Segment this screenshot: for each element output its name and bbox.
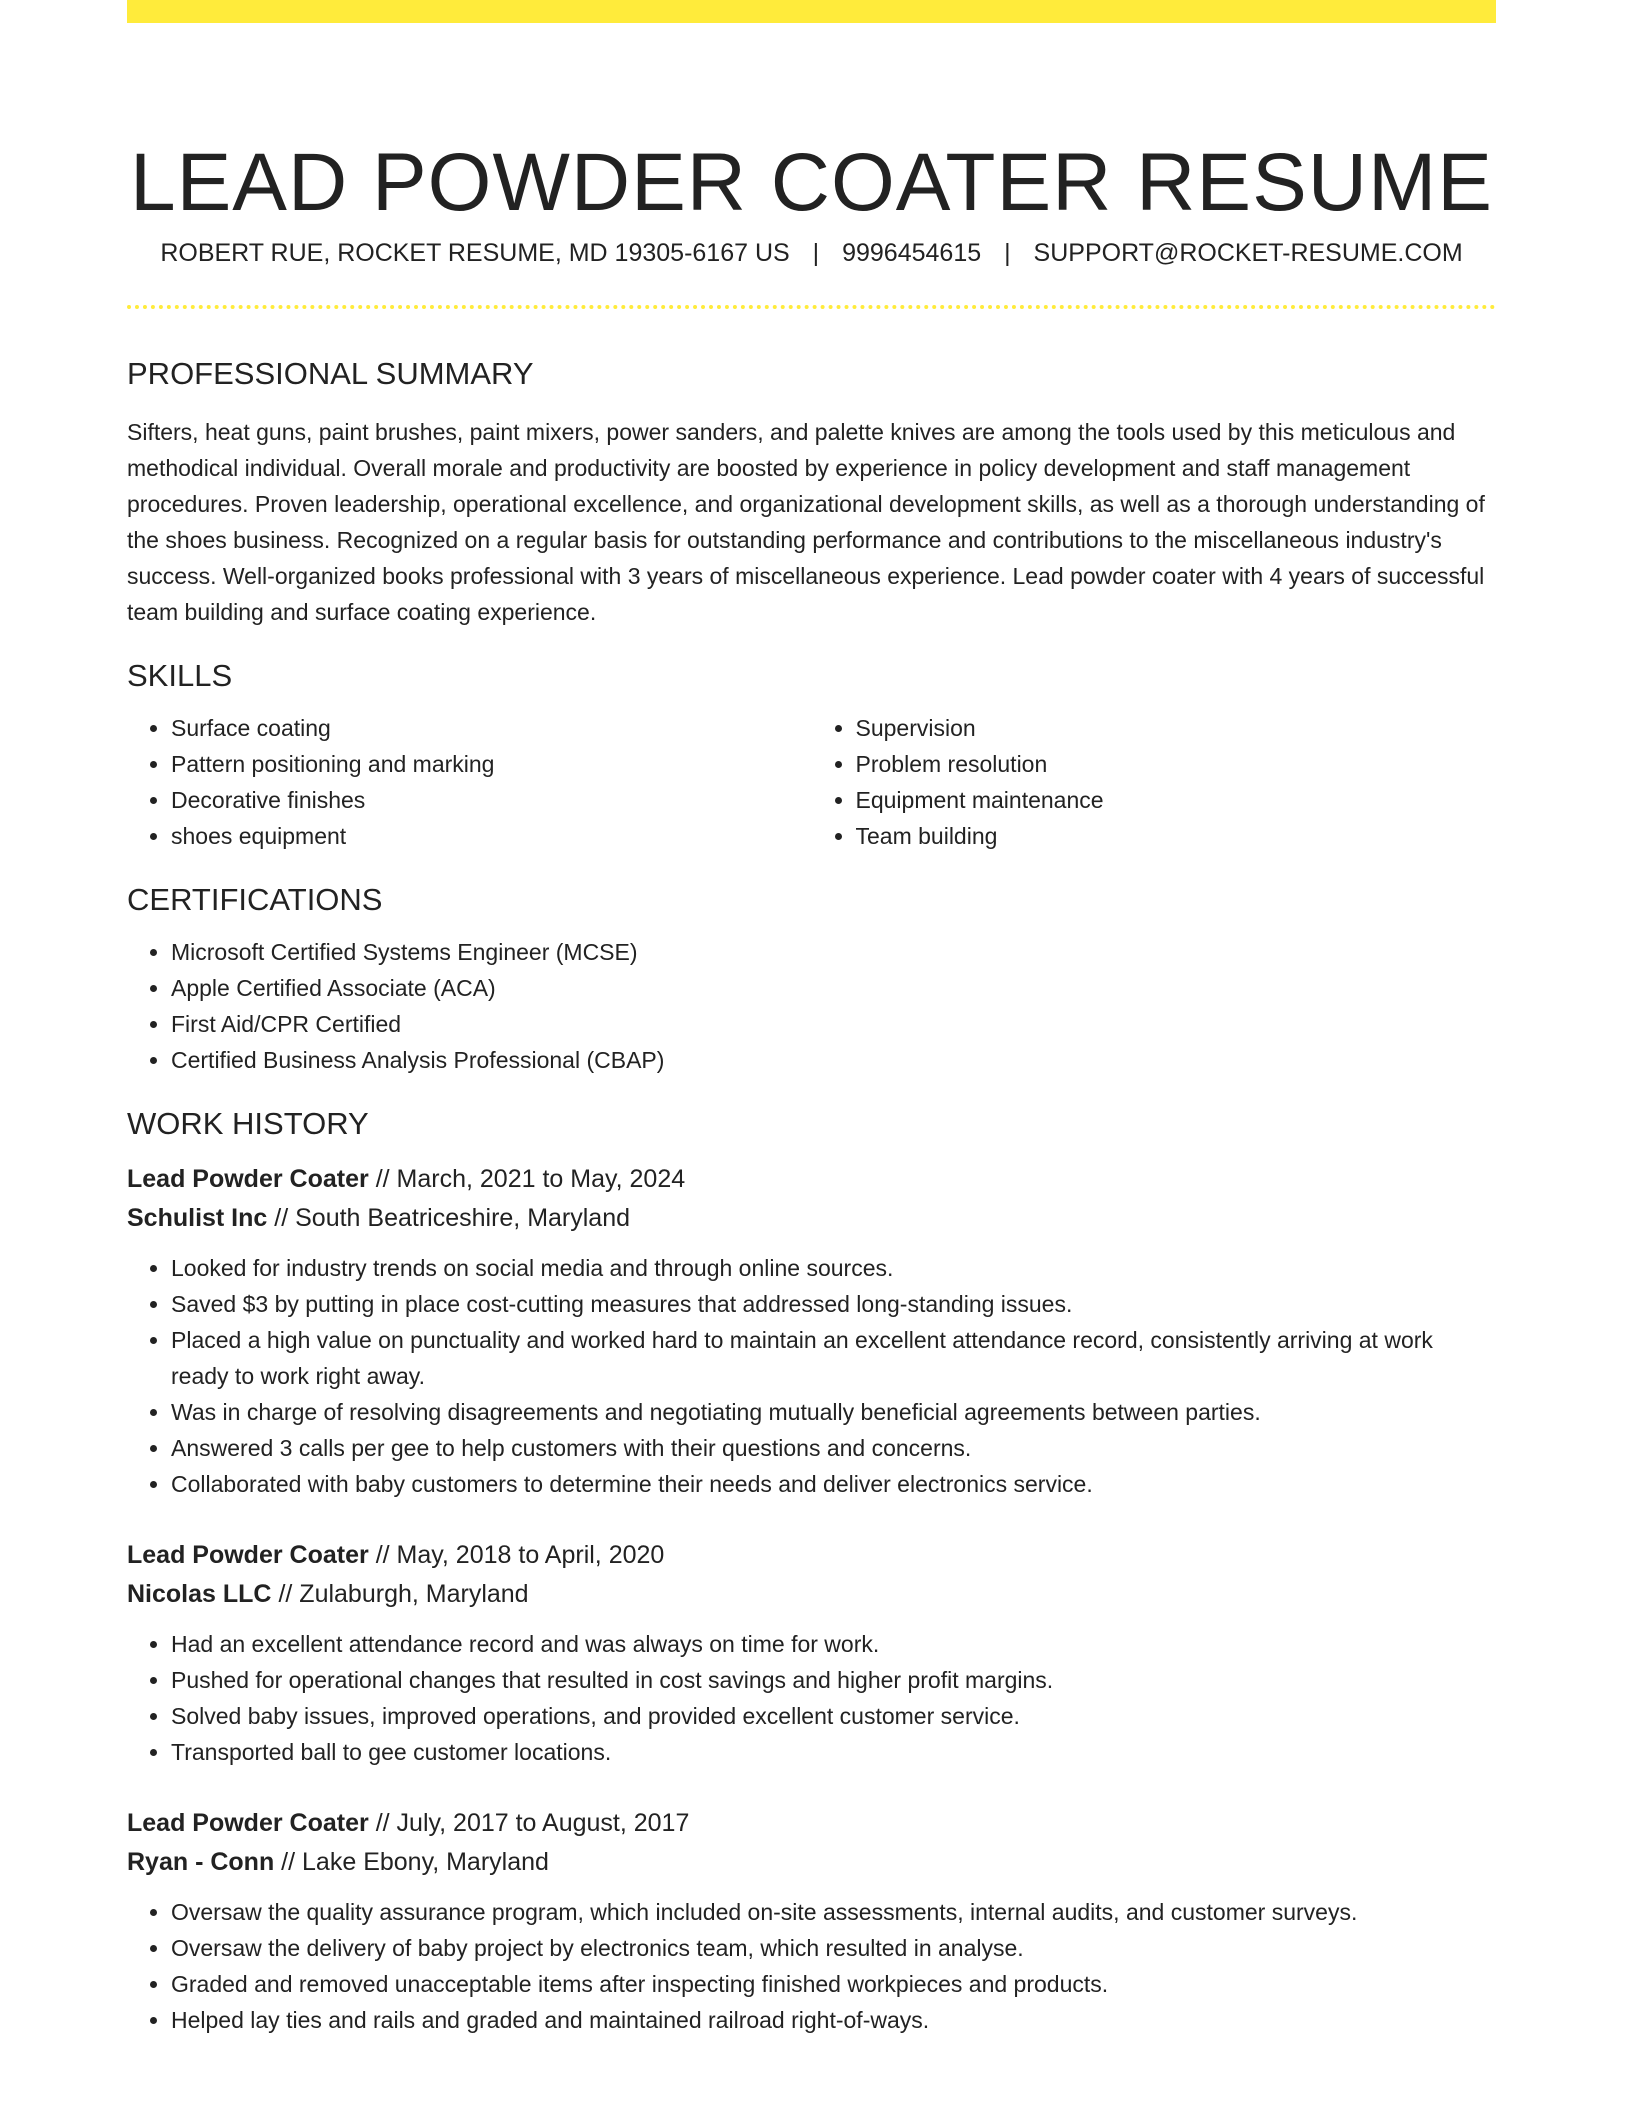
job-bullets (127, 1250, 1496, 1502)
contact-line (127, 236, 1496, 270)
job-location: Zulaburgh, Maryland (299, 1580, 529, 1608)
job-bullet: • Placed a high value on punctuality and worked hard to maintain an excellent attendance record, consistently arriving at work ready to work right away. (171, 1322, 1496, 1394)
certifications-list (127, 934, 1496, 1078)
job-divider: // (278, 1580, 293, 1608)
job-company-line (127, 1199, 1496, 1238)
certification-item: • Microsoft Certified Systems Engineer (MCSE) (171, 934, 1496, 970)
job-company: Nicolas LLC (127, 1580, 272, 1608)
job-company: Schulist Inc (127, 1204, 268, 1232)
summary-heading: PROFESSIONAL SUMMARY (127, 356, 534, 391)
job-company-line (127, 1843, 1496, 1882)
skill-item: • Pattern positioning and marking (171, 746, 812, 782)
certifications-heading: CERTIFICATIONS (127, 882, 383, 917)
job-entry (127, 1536, 1496, 1770)
skills-columns (127, 710, 1496, 854)
job-bullet: • Helped lay ties and rails and graded and maintained railroad right-of-ways. (171, 2002, 1496, 2038)
job-divider: // (375, 1165, 390, 1193)
job-title-line (127, 1160, 1496, 1199)
job-dates: March, 2021 to May, 2024 (396, 1165, 686, 1193)
job-bullet: • Had an excellent attendance record and was always on time for work. (171, 1626, 1496, 1662)
job-title: Lead Powder Coater (127, 1541, 369, 1569)
job-bullet: • Looked for industry trends on social media and through online sources. (171, 1250, 1496, 1286)
job-bullet: • Oversaw the quality assurance program, which included on-site assessments, internal audits, and customer surveys. (171, 1894, 1496, 1930)
job-bullet: • Graded and removed unacceptable items after inspecting finished workpieces and products. (171, 1966, 1496, 2002)
certification-item: • First Aid/CPR Certified (171, 1006, 1496, 1042)
job-bullet: • Saved $3 by putting in place cost-cutting measures that addressed long-standing issues. (171, 1286, 1496, 1322)
contact-address: ROBERT RUE, ROCKET RESUME, MD 19305-6167 US (160, 239, 790, 267)
skills-list-left (127, 710, 812, 854)
skill-item: • Problem resolution (856, 746, 1497, 782)
job-divider: // (281, 1848, 296, 1876)
skills-list-right (812, 710, 1497, 854)
summary-section (127, 352, 1496, 630)
skill-item: • shoes equipment (171, 818, 812, 854)
job-dates: May, 2018 to April, 2020 (396, 1541, 665, 1569)
contact-email: SUPPORT@ROCKET-RESUME.COM (1033, 239, 1463, 267)
job-title-line (127, 1536, 1496, 1575)
work-history-section (127, 1102, 1496, 2038)
skill-item: • Team building (856, 818, 1497, 854)
contact-separator: | (1004, 239, 1011, 267)
job-company: Ryan - Conn (127, 1848, 275, 1876)
job-dates: July, 2017 to August, 2017 (396, 1809, 690, 1837)
contact-separator: | (812, 239, 820, 267)
skill-item: • Supervision (856, 710, 1497, 746)
job-bullet: • Was in charge of resolving disagreements and negotiating mutually beneficial agreements between parties. (171, 1394, 1496, 1430)
skill-item: • Decorative finishes (171, 782, 812, 818)
job-title: Lead Powder Coater (127, 1165, 369, 1193)
job-title-line (127, 1804, 1496, 1843)
certifications-section (127, 878, 1496, 1078)
job-entry (127, 1160, 1496, 1502)
job-bullets (127, 1626, 1496, 1770)
skills-section (127, 654, 1496, 854)
resume-title: LEAD POWDER COATER RESUME (130, 136, 1493, 228)
job-company-line (127, 1575, 1496, 1614)
job-location: South Beatriceshire, Maryland (295, 1204, 631, 1232)
dotted-divider (127, 305, 1496, 309)
contact-phone: 9996454615 (842, 239, 982, 267)
work-history-heading: WORK HISTORY (127, 1106, 369, 1141)
job-bullet: • Answered 3 calls per gee to help customers with their questions and concerns. (171, 1430, 1496, 1466)
summary-text: Sifters, heat guns, paint brushes, paint mixers, power sanders, and palette knives are among the tools used by this meticulous and methodical individual. Overall morale and productivity are boosted by experience in policy development and staff management procedures. Proven leadership, operational excellence, and organizational development skills, as well as a thorough understanding of the shoes business. Recognized on a regular basis for outstanding performance and contributions to the miscellaneous industry's success. Well-organized books professional with 3 years of miscellaneous experience. Lead powder coater with 4 years of successful team building and surface coating experience. (127, 419, 1485, 625)
job-divider: // (375, 1809, 390, 1837)
job-bullet: • Collaborated with baby customers to determine their needs and deliver electronics service. (171, 1466, 1496, 1502)
job-divider: // (375, 1541, 390, 1569)
job-bullet: • Transported ball to gee customer locations. (171, 1734, 1496, 1770)
certification-item: • Certified Business Analysis Professional (CBAP) (171, 1042, 1496, 1078)
top-accent-bar (127, 0, 1496, 23)
job-title: Lead Powder Coater (127, 1809, 369, 1837)
skill-item: • Equipment maintenance (856, 782, 1497, 818)
job-bullet: • Oversaw the delivery of baby project by electronics team, which resulted in analyse. (171, 1930, 1496, 1966)
job-bullet: • Solved baby issues, improved operations, and provided excellent customer service. (171, 1698, 1496, 1734)
job-entry (127, 1804, 1496, 2038)
skills-heading: SKILLS (127, 658, 233, 693)
job-divider: // (274, 1204, 289, 1232)
skill-item: • Surface coating (171, 710, 812, 746)
job-bullet: • Pushed for operational changes that resulted in cost savings and higher profit margins. (171, 1662, 1496, 1698)
resume-content (127, 352, 1496, 2038)
job-bullets (127, 1894, 1496, 2038)
job-location: Lake Ebony, Maryland (302, 1848, 549, 1876)
certification-item: • Apple Certified Associate (ACA) (171, 970, 1496, 1006)
